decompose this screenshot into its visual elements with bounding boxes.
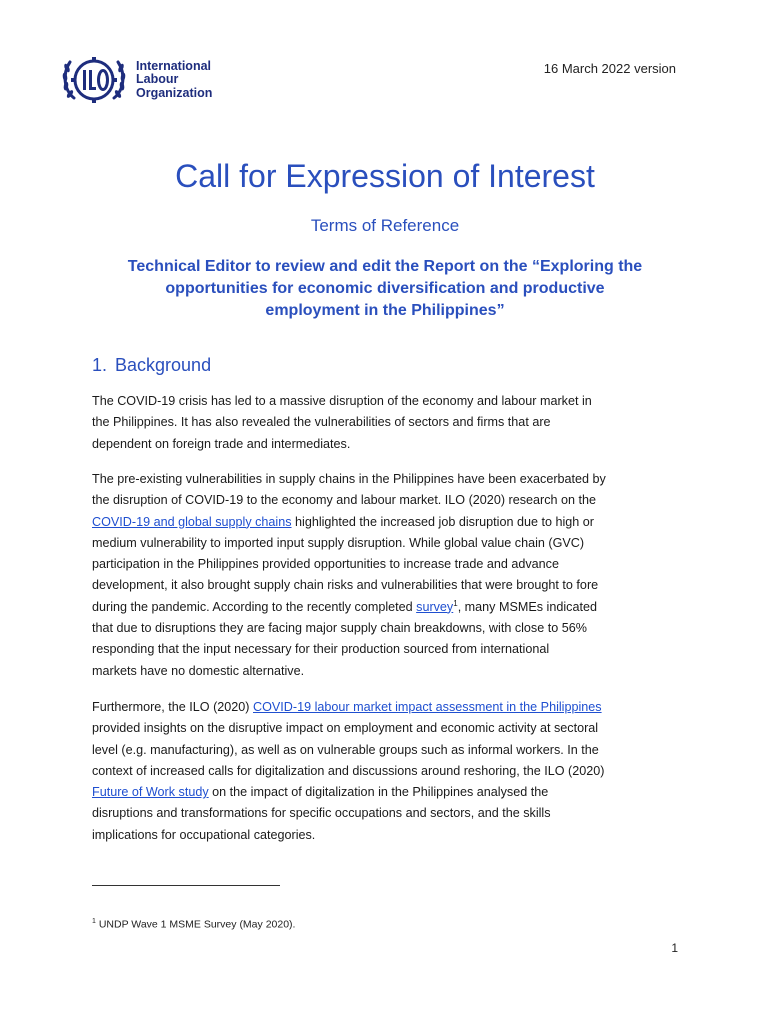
footnote-reference[interactable]: 1	[453, 598, 458, 608]
link-future-of-work-study[interactable]: Future of Work study	[92, 785, 209, 800]
assignment-heading	[92, 256, 678, 322]
text-line: The COVID-19 crisis has led to a massive disruption of the economy and labour market in	[92, 394, 592, 408]
logo-line-labour: Labour	[136, 72, 179, 87]
paragraph-2	[92, 469, 678, 682]
text-line: level (e.g. manufacturing), as well as on vulnerable groups such as informal workers. In the	[92, 742, 599, 757]
text-line: participation in the Philippines provided opportunities to increase trade and advance	[92, 557, 559, 572]
text-line: markets have no domestic alternative.	[92, 663, 305, 678]
text-line: responding that the input necessary for their production sourced from international	[92, 642, 550, 657]
text-line: that due to disruptions they are facing major supply chain breakdowns, with close to 56%	[92, 621, 587, 636]
text-span: Furthermore, the ILO (2020)	[92, 700, 253, 714]
ilo-logo	[58, 52, 212, 108]
text-line: The pre-existing vulnerabilities in supply chains in the Philippines have been exacerbated by	[92, 472, 606, 486]
version-date: 16 March 2022 version	[543, 61, 676, 76]
paragraph-3	[92, 697, 678, 846]
text-line: dependent on foreign trade and intermediates.	[92, 436, 351, 451]
page-number: 1	[671, 941, 678, 955]
link-labour-market-assessment[interactable]: COVID-19 labour market impact assessment in the Philippines	[253, 700, 602, 714]
section-title: Background	[115, 355, 212, 375]
footnote-text: UNDP Wave 1 MSME Survey (May 2020).	[95, 918, 296, 931]
assignment-line: opportunities for economic diversification and productive	[165, 280, 605, 297]
text-line: the Philippines. It has also revealed the vulnerabilities of sectors and firms that are	[92, 415, 551, 430]
section-number: 1.	[92, 355, 108, 375]
text-line: the disruption of COVID-19 to the economy and labour market. ILO (2020) research on the	[92, 493, 597, 508]
paragraph-1	[92, 391, 678, 455]
text-line: disruptions and transformations for specific occupations and sectors, and the skills	[92, 806, 551, 821]
footnote-number: 1	[92, 918, 96, 925]
footnote	[92, 918, 295, 931]
text-line	[92, 697, 678, 718]
organization-name	[136, 60, 212, 101]
text-span: highlighted the increased job disruption due to high or	[291, 514, 594, 529]
text-line: context of increased calls for digitalization and discussions around reshoring, the ILO (2020)	[92, 763, 605, 778]
document-subtitle: Terms of Reference	[310, 216, 460, 235]
footnote-separator	[92, 885, 280, 886]
text-span: on the impact of digitalization in the Philippines analysed the	[208, 785, 549, 800]
text-line: provided insights on the disruptive impact on employment and economic activity at sectoral	[92, 721, 599, 736]
logo-line-organization: Organization	[136, 85, 213, 100]
assignment-line: employment in the Philippines”	[265, 302, 505, 319]
logo-line-international: International	[136, 58, 212, 73]
document-title: Call for Expression of Interest	[175, 158, 595, 194]
text-line	[92, 782, 678, 803]
text-span: , many MSMEs indicated	[457, 599, 597, 614]
section-heading-background	[92, 355, 211, 376]
ilo-emblem-icon	[58, 52, 130, 108]
text-line: medium vulnerability to imported input supply disruption. While global value chain (GVC)	[92, 535, 585, 550]
text-line	[92, 512, 678, 533]
text-span: during the pandemic. According to the recently completed	[92, 599, 417, 614]
text-line	[92, 597, 678, 618]
assignment-line: Technical Editor to review and edit the Report on the “Exploring the	[127, 258, 643, 275]
link-survey[interactable]: survey	[416, 599, 454, 614]
link-covid-supply-chains[interactable]: COVID-19 and global supply chains	[92, 514, 292, 529]
text-line: development, it also brought supply chain risks and vulnerabilities that were brought to fore	[92, 578, 599, 593]
text-line: implications for occupational categories.	[92, 827, 316, 842]
